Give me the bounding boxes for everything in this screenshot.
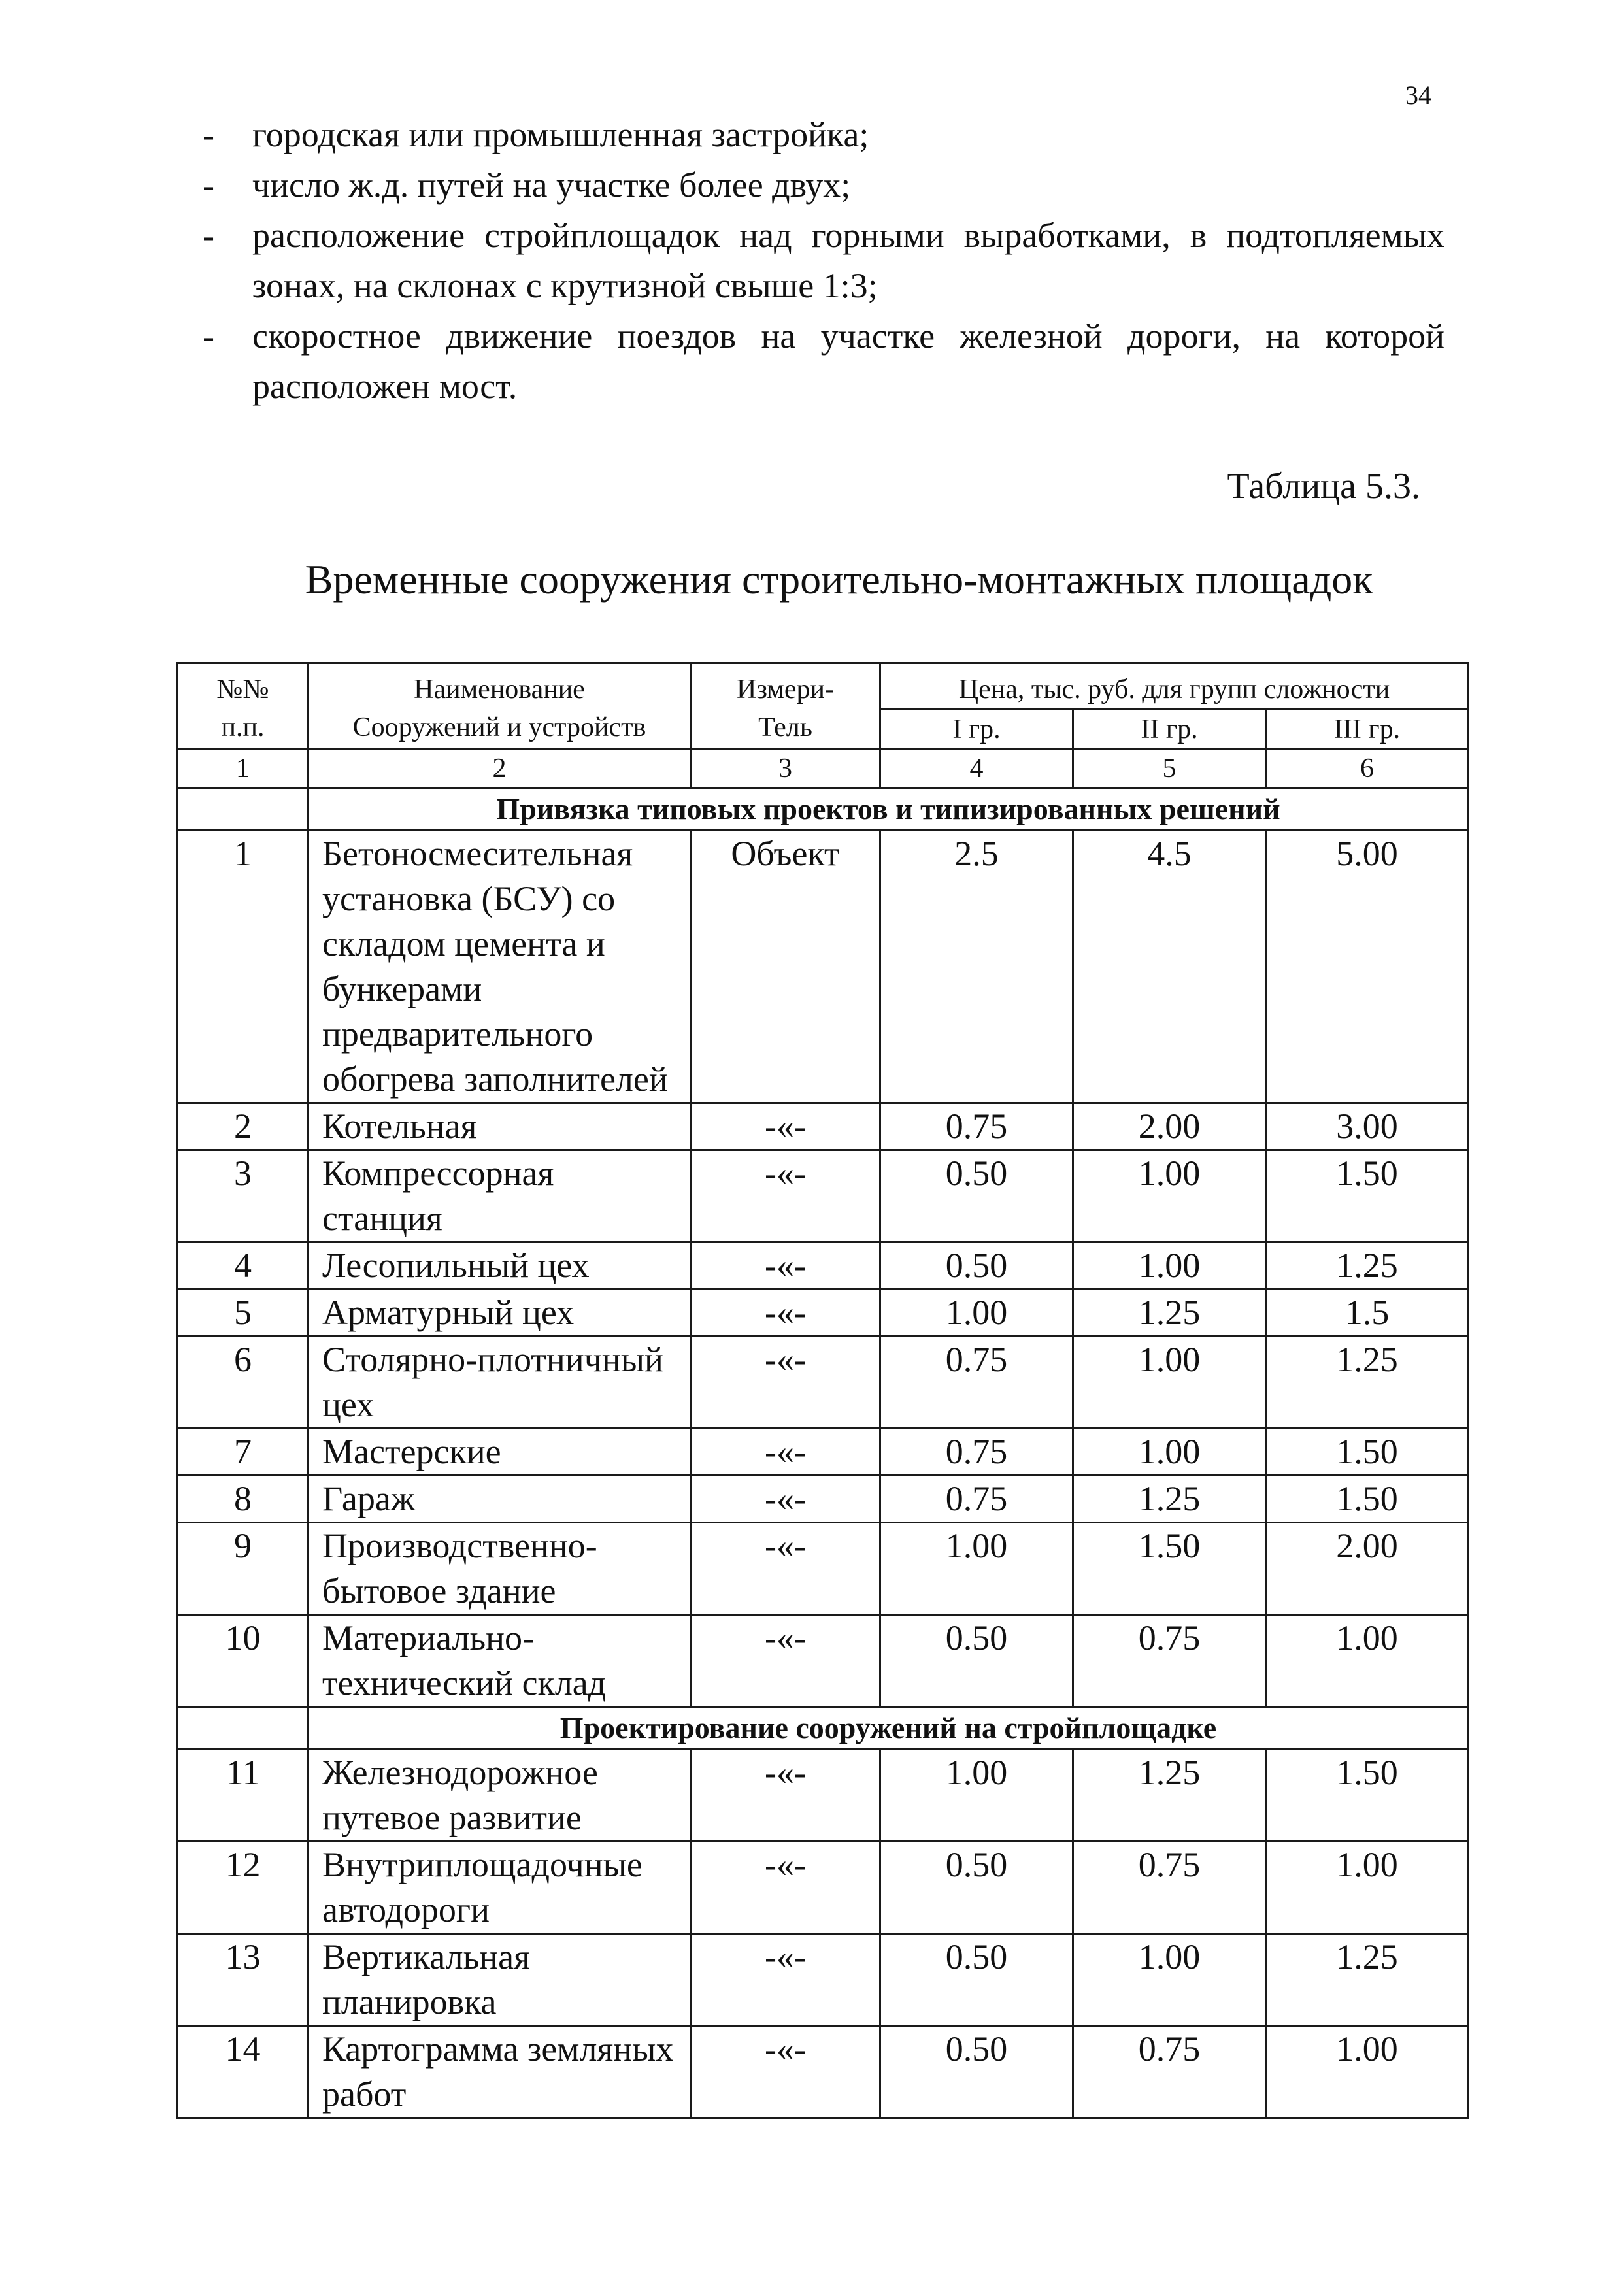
row-name: Бетоносмесительная установка (БСУ) со складом цемента и бункерами предварительного обогрева заполнителей <box>309 831 691 1103</box>
list-item-text: городская или промышленная застройка; <box>252 115 869 154</box>
list-item <box>203 210 1444 311</box>
column-number: 1 <box>178 750 309 788</box>
header-name-line2: Сооружений и устройств <box>352 712 646 742</box>
section-title: Проектирование сооружений на стройплощадке <box>309 1707 1469 1750</box>
table-title: Временные сооружения строительно-монтажных площадок <box>305 556 1373 603</box>
row-price-group-1: 0.50 <box>880 1842 1073 1934</box>
column-number: 3 <box>691 750 880 788</box>
column-number: 4 <box>880 750 1073 788</box>
row-price-group-1: 0.75 <box>880 1103 1073 1150</box>
column-number: 5 <box>1073 750 1266 788</box>
row-price-group-2: 1.00 <box>1073 1150 1266 1242</box>
row-price-group-3: 5.00 <box>1266 831 1469 1103</box>
header-group-3: III гр. <box>1266 710 1469 750</box>
bullet-dash: - <box>203 216 214 255</box>
row-name: Вертикальная планировка <box>309 1934 691 2026</box>
row-number: 12 <box>178 1842 309 1934</box>
header-unit-cell <box>691 663 880 750</box>
row-unit: -«- <box>691 2026 880 2118</box>
row-price-group-2: 0.75 <box>1073 1842 1266 1934</box>
row-price-group-1: 0.50 <box>880 1150 1073 1242</box>
row-price-group-1: 0.50 <box>880 1934 1073 2026</box>
row-name: Картограмма земляных работ <box>309 2026 691 2118</box>
row-name: Материально-технический склад <box>309 1615 691 1707</box>
row-price-group-2: 1.00 <box>1073 1242 1266 1289</box>
column-number-row <box>178 750 1469 788</box>
list-item-text: число ж.д. путей на участке более двух; <box>252 165 851 205</box>
header-number-cell <box>178 663 309 750</box>
structures-price-table <box>176 662 1469 2119</box>
row-price-group-1: 1.00 <box>880 1289 1073 1337</box>
row-name: Лесопильный цех <box>309 1242 691 1289</box>
header-group-1: I гр. <box>880 710 1073 750</box>
column-number: 2 <box>309 750 691 788</box>
column-number: 6 <box>1266 750 1469 788</box>
row-number: 11 <box>178 1750 309 1842</box>
row-price-group-1: 1.00 <box>880 1523 1073 1615</box>
table-row <box>178 1150 1469 1242</box>
row-unit: -«- <box>691 1750 880 1842</box>
header-number-line1: №№ <box>216 674 269 705</box>
row-price-group-3: 1.00 <box>1266 2026 1469 2118</box>
table-row <box>178 1242 1469 1289</box>
row-name: Производственно-бытовое здание <box>309 1523 691 1615</box>
header-group-2: II гр. <box>1073 710 1266 750</box>
row-price-group-3: 2.00 <box>1266 1523 1469 1615</box>
row-number: 7 <box>178 1429 309 1476</box>
page-number: 34 <box>1405 80 1431 110</box>
row-unit: -«- <box>691 1150 880 1242</box>
row-price-group-3: 1.00 <box>1266 1842 1469 1934</box>
row-price-group-3: 1.50 <box>1266 1476 1469 1523</box>
header-unit-line1: Измери- <box>736 674 834 705</box>
row-price-group-2: 1.00 <box>1073 1429 1266 1476</box>
row-price-group-1: 0.50 <box>880 1242 1073 1289</box>
row-price-group-1: 0.75 <box>880 1476 1073 1523</box>
row-name: Котельная <box>309 1103 691 1150</box>
row-price-group-2: 1.00 <box>1073 1337 1266 1429</box>
row-unit: -«- <box>691 1476 880 1523</box>
header-row-1 <box>178 663 1469 710</box>
row-price-group-2: 1.25 <box>1073 1289 1266 1337</box>
row-price-group-1: 0.50 <box>880 1615 1073 1707</box>
row-price-group-3: 3.00 <box>1266 1103 1469 1150</box>
row-number: 5 <box>178 1289 309 1337</box>
section-row <box>178 788 1469 831</box>
table-row <box>178 1934 1469 2026</box>
row-unit: -«- <box>691 1289 880 1337</box>
row-unit: -«- <box>691 1103 880 1150</box>
row-number: 6 <box>178 1337 309 1429</box>
row-name: Внутриплощадочные автодороги <box>309 1842 691 1934</box>
row-price-group-2: 1.50 <box>1073 1523 1266 1615</box>
row-name: Столярно-плотничный цех <box>309 1337 691 1429</box>
row-unit: -«- <box>691 1337 880 1429</box>
section-title: Привязка типовых проектов и типизированных решений <box>309 788 1469 831</box>
bullet-list <box>203 110 1444 412</box>
table-row <box>178 1615 1469 1707</box>
row-number: 9 <box>178 1523 309 1615</box>
row-number: 3 <box>178 1150 309 1242</box>
list-item <box>203 160 1444 210</box>
bullet-dash: - <box>203 165 214 205</box>
row-name: Гараж <box>309 1476 691 1523</box>
row-price-group-3: 1.50 <box>1266 1429 1469 1476</box>
row-name: Железнодорожное путевое развитие <box>309 1750 691 1842</box>
row-number: 2 <box>178 1103 309 1150</box>
row-number: 13 <box>178 1934 309 2026</box>
table-row <box>178 1429 1469 1476</box>
row-price-group-1: 0.75 <box>880 1337 1073 1429</box>
row-name: Компрессорная станция <box>309 1150 691 1242</box>
row-name: Мастерские <box>309 1429 691 1476</box>
row-number: 14 <box>178 2026 309 2118</box>
row-price-group-2: 1.00 <box>1073 1934 1266 2026</box>
row-unit: Объект <box>691 831 880 1103</box>
row-number: 1 <box>178 831 309 1103</box>
bullet-dash: - <box>203 115 214 154</box>
row-unit: -«- <box>691 1429 880 1476</box>
list-item <box>203 110 1444 160</box>
header-name-line1: Наименование <box>414 674 585 705</box>
row-price-group-3: 1.25 <box>1266 1337 1469 1429</box>
table-row <box>178 1103 1469 1150</box>
row-price-group-3: 1.50 <box>1266 1150 1469 1242</box>
row-unit: -«- <box>691 1615 880 1707</box>
row-price-group-2: 0.75 <box>1073 1615 1266 1707</box>
list-item <box>203 311 1444 412</box>
row-price-group-3: 1.00 <box>1266 1615 1469 1707</box>
row-price-group-3: 1.50 <box>1266 1750 1469 1842</box>
row-price-group-3: 1.5 <box>1266 1289 1469 1337</box>
row-unit: -«- <box>691 1934 880 2026</box>
row-price-group-2: 1.25 <box>1073 1476 1266 1523</box>
header-unit-line2: Тель <box>758 712 812 742</box>
list-item-text: расположение стройплощадок над горными выработками, в подтопляемых зонах, на склонах с крутизной свыше 1:3; <box>252 216 1444 305</box>
table-row <box>178 1337 1469 1429</box>
row-number: 4 <box>178 1242 309 1289</box>
row-price-group-3: 1.25 <box>1266 1242 1469 1289</box>
row-price-group-2: 0.75 <box>1073 2026 1266 2118</box>
row-price-group-2: 2.00 <box>1073 1103 1266 1150</box>
section-empty-cell <box>178 788 309 831</box>
row-number: 10 <box>178 1615 309 1707</box>
table-row <box>178 1750 1469 1842</box>
table-row <box>178 2026 1469 2118</box>
row-price-group-2: 4.5 <box>1073 831 1266 1103</box>
table-label: Таблица 5.3. <box>1227 466 1420 507</box>
table-row <box>178 1842 1469 1934</box>
row-price-group-1: 1.00 <box>880 1750 1073 1842</box>
table-row <box>178 1289 1469 1337</box>
row-unit: -«- <box>691 1523 880 1615</box>
list-item-text: скоростное движение поездов на участке железной дороги, на которой расположен мост. <box>252 316 1444 406</box>
section-empty-cell <box>178 1707 309 1750</box>
bullet-dash: - <box>203 316 214 356</box>
row-number: 8 <box>178 1476 309 1523</box>
row-unit: -«- <box>691 1842 880 1934</box>
row-price-group-1: 0.50 <box>880 2026 1073 2118</box>
table-row <box>178 1523 1469 1615</box>
table-row <box>178 831 1469 1103</box>
section-row <box>178 1707 1469 1750</box>
header-price-group: Цена, тыс. руб. для групп сложности <box>880 663 1469 710</box>
row-price-group-1: 2.5 <box>880 831 1073 1103</box>
header-number-line2: п.п. <box>221 712 265 742</box>
table-row <box>178 1476 1469 1523</box>
header-name-cell <box>309 663 691 750</box>
table-body <box>178 663 1469 2118</box>
row-price-group-3: 1.25 <box>1266 1934 1469 2026</box>
row-unit: -«- <box>691 1242 880 1289</box>
row-price-group-2: 1.25 <box>1073 1750 1266 1842</box>
row-name: Арматурный цех <box>309 1289 691 1337</box>
row-price-group-1: 0.75 <box>880 1429 1073 1476</box>
